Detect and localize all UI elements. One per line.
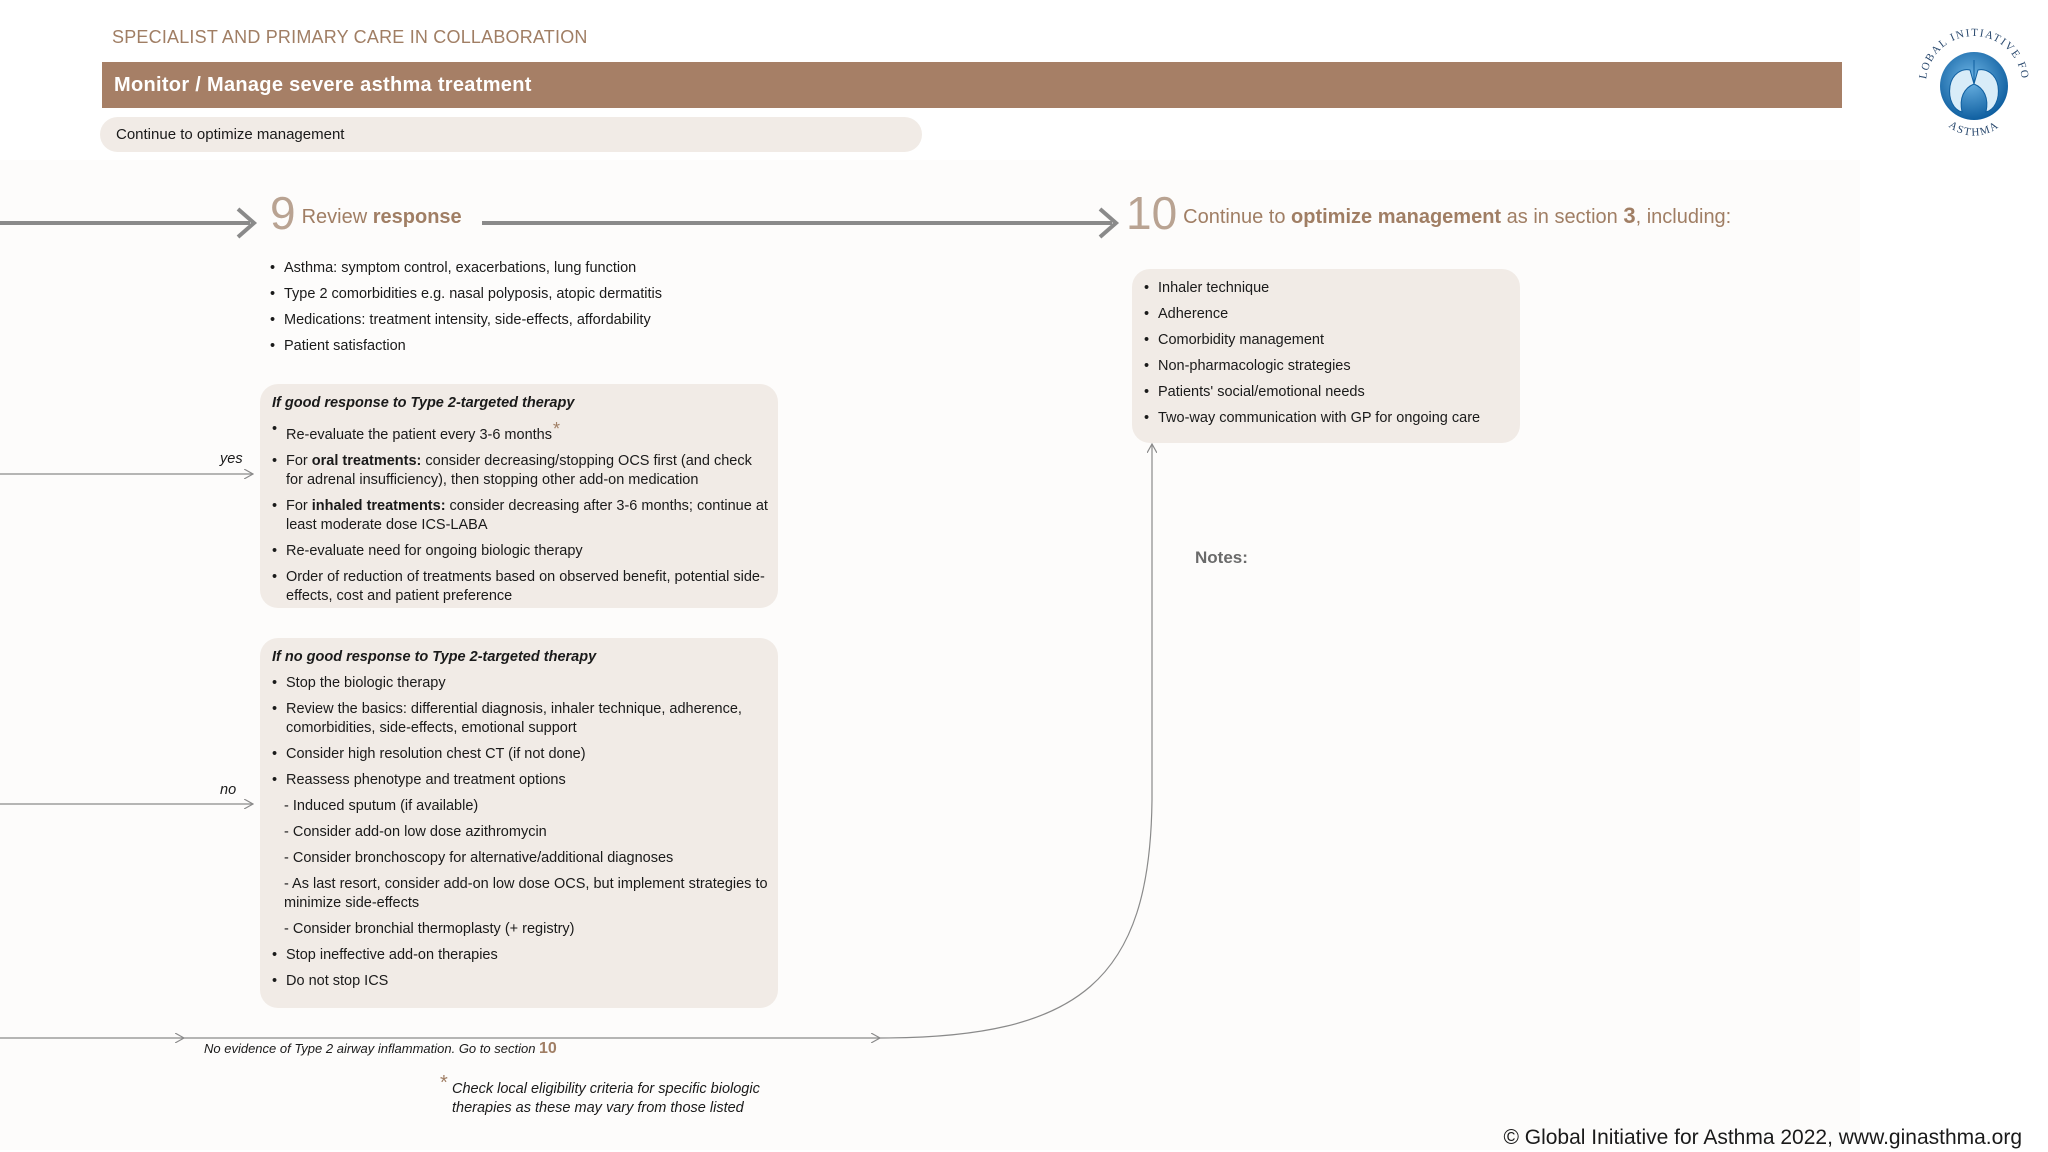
step9-label-bold: response xyxy=(372,206,462,228)
list-item: • Inhaler technique xyxy=(1144,279,1510,298)
list-item: • Stop the biologic therapy xyxy=(272,674,768,693)
no-good-response-title: If no good response to Type 2-targeted therapy xyxy=(272,649,597,665)
list-item: • Consider high resolution chest CT (if not done) xyxy=(272,745,768,764)
section-label: SPECIALIST AND PRIMARY CARE IN COLLABORATION xyxy=(112,27,588,47)
copyright-notice: © Global Initiative for Asthma 2022, www.ginasthma.org xyxy=(1503,1126,2022,1149)
list-item: • Re-evaluate the patient every 3-6 months* xyxy=(272,420,768,445)
step10-heading: 10 Continue to optimize management as in section 3, including: xyxy=(1126,187,1732,239)
section-ref-3: 3 xyxy=(1623,203,1636,228)
svg-text:GLOBAL INITIATIVE FOR: LOBAL INITIATIVE FO xyxy=(1917,26,2031,81)
list-item: • Reassess phenotype and treatment options xyxy=(272,771,768,790)
step9-heading xyxy=(270,186,462,240)
list-item: • For oral treatments: consider decreasing/stopping OCS first (and check for adrenal insufficiency), then stopping other add-on medication xyxy=(272,452,768,490)
no-good-response-box xyxy=(260,638,778,1008)
list-item: • Non-pharmacologic strategies xyxy=(1144,357,1510,376)
list-item: • Two-way communication with GP for ongoing care xyxy=(1144,409,1510,428)
good-response-title: If good response to Type 2-targeted therapy xyxy=(272,395,575,411)
notes-label: Notes: xyxy=(1195,548,1248,567)
list-item: • Type 2 comorbidities e.g. nasal polyposis, atopic dermatitis xyxy=(270,285,790,304)
section-ref-10: 10 xyxy=(539,1040,557,1057)
step9-number: 9 xyxy=(270,187,296,239)
step9-label-plain: Review xyxy=(301,206,373,228)
list-subitem: - Induced sputum (if available) xyxy=(284,798,479,814)
list-subitem: - Consider bronchial thermoplasty (+ registry) xyxy=(284,921,575,937)
good-response-box xyxy=(260,384,778,608)
no-label: no xyxy=(220,782,237,798)
list-item: • Stop ineffective add-on therapies xyxy=(272,946,768,965)
list-subitem: - As last resort, consider add-on low dose OCS, but implement strategies to minimize side-effects xyxy=(284,876,768,911)
list-item: • Re-evaluate need for ongoing biologic therapy xyxy=(272,542,768,561)
footnote xyxy=(440,1072,820,1118)
optimize-management-box xyxy=(1132,269,1520,443)
list-item: • Adherence xyxy=(1144,305,1510,324)
svg-text:ASTHMA: ASTHMA xyxy=(1946,118,2002,139)
page-subtitle: Continue to optimize management xyxy=(100,117,922,152)
list-item: • Review the basics: differential diagnosis, inhaler technique, adherence, comorbidities, side-effects, emotional support xyxy=(272,700,768,738)
no-evidence-note: No evidence of Type 2 airway inflammation. Go to section 10 xyxy=(204,1040,557,1057)
asterisk-mark: * xyxy=(552,419,560,439)
footnote-asterisk: * xyxy=(440,1072,448,1094)
page-title: Monitor / Manage severe asthma treatment xyxy=(102,62,1842,108)
list-item: • For inhaled treatments: consider decreasing after 3-6 months; continue at least moderate dose ICS-LABA xyxy=(272,497,768,535)
list-item: • Do not stop ICS xyxy=(272,972,768,991)
list-item: • Patients' social/emotional needs xyxy=(1144,383,1510,402)
list-item: • Patient satisfaction xyxy=(270,337,790,356)
list-subitem: - Consider add-on low dose azithromycin xyxy=(284,824,547,840)
list-item: • Medications: treatment intensity, side-effects, affordability xyxy=(270,311,790,330)
step10-number: 10 xyxy=(1126,187,1178,239)
list-subitem: - Consider bronchoscopy for alternative/additional diagnoses xyxy=(284,850,674,866)
yes-label: yes xyxy=(220,451,243,467)
list-item: • Comorbidity management xyxy=(1144,331,1510,350)
main-flow-arrow xyxy=(0,209,254,237)
footnote-text: Check local eligibility criteria for specific biologic therapies as these may vary from those listed xyxy=(452,1081,760,1116)
step9-to-step10-arrow xyxy=(482,209,1116,237)
list-item: • Order of reduction of treatments based on observed benefit, potential side-effects, cost and patient preference xyxy=(272,568,768,606)
review-response-list xyxy=(270,259,790,363)
list-item: • Asthma: symptom control, exacerbations, lung function xyxy=(270,259,790,278)
